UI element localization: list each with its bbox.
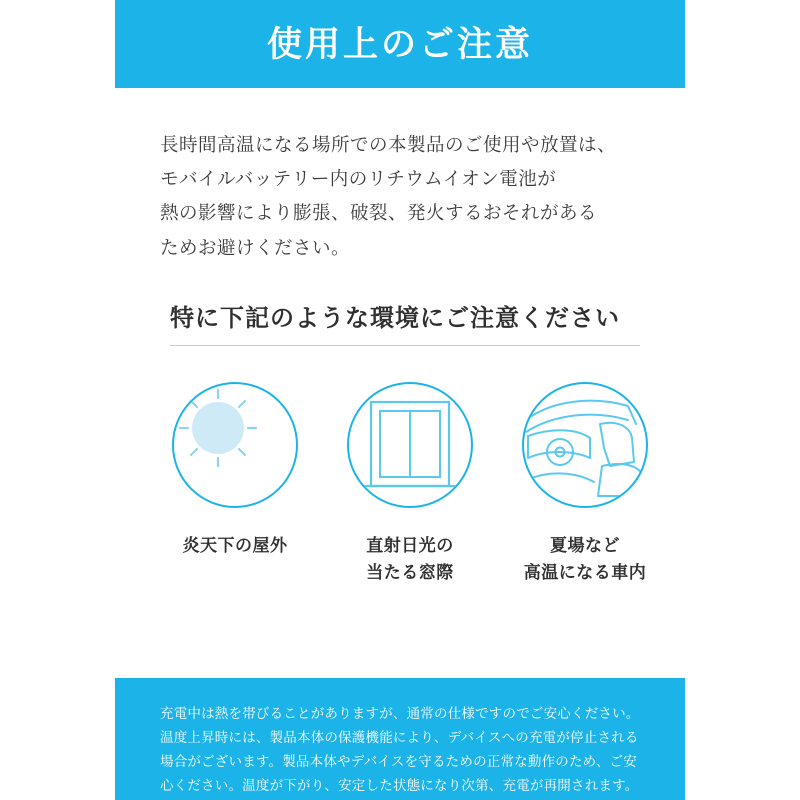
case-caption-line: 夏場など xyxy=(550,536,620,555)
case-caption-line: 高温になる車内 xyxy=(523,563,647,583)
section-heading: 特に下記のような環境にご注意ください xyxy=(170,305,620,332)
intro-line-4: ためお避けください。 xyxy=(160,236,351,258)
case-item-car xyxy=(510,382,660,586)
intro-line-1: 長時間高温になる場所での本製品のご使用や放置は、 xyxy=(160,134,617,155)
case-caption-outdoors xyxy=(183,532,288,559)
note-line-3: 場合がございます。製品本体やデバイスを守るための正常な動作のため、ご安 xyxy=(160,754,637,770)
note-line-4: 心ください。温度が下がり、安定した状態になり次第、充電が再開されます。 xyxy=(160,778,639,794)
case-list xyxy=(160,382,660,586)
case-caption-car xyxy=(524,532,647,586)
sun-icon-circle xyxy=(172,382,298,508)
header-banner xyxy=(115,0,685,88)
case-caption-line: 直射日光の xyxy=(366,536,454,555)
footer-note-banner xyxy=(115,678,685,800)
case-item-window xyxy=(335,382,485,586)
window-icon-circle xyxy=(347,382,473,508)
case-caption-line: 炎天下の屋外 xyxy=(182,536,288,555)
case-item-outdoors xyxy=(160,382,310,586)
car-interior-icon xyxy=(524,384,646,506)
case-caption-line: 当たる窓際 xyxy=(366,563,454,583)
intro-line-3: 熱の影響により膨張、破裂、発火するおそれがある xyxy=(160,202,598,224)
sun-icon xyxy=(174,384,296,506)
note-line-1: 充電中は熱を帯びることがありますが、通常の仕様ですのでご安心ください。 xyxy=(160,706,640,721)
intro-paragraph xyxy=(160,128,660,265)
footer-note-text xyxy=(160,702,650,798)
car-interior-icon-circle xyxy=(522,382,648,508)
section-heading-block xyxy=(170,298,640,346)
section-divider xyxy=(170,345,640,346)
page-title: 使用上のご注意 xyxy=(266,24,533,64)
case-caption-window xyxy=(366,532,454,586)
note-line-2: 温度上昇時には、製品本体の保護機能により、デバイスへの充電が停止される xyxy=(160,730,639,746)
intro-line-2: モバイルバッテリー内のリチウムイオン電池が xyxy=(160,168,557,190)
window-icon xyxy=(349,384,471,506)
